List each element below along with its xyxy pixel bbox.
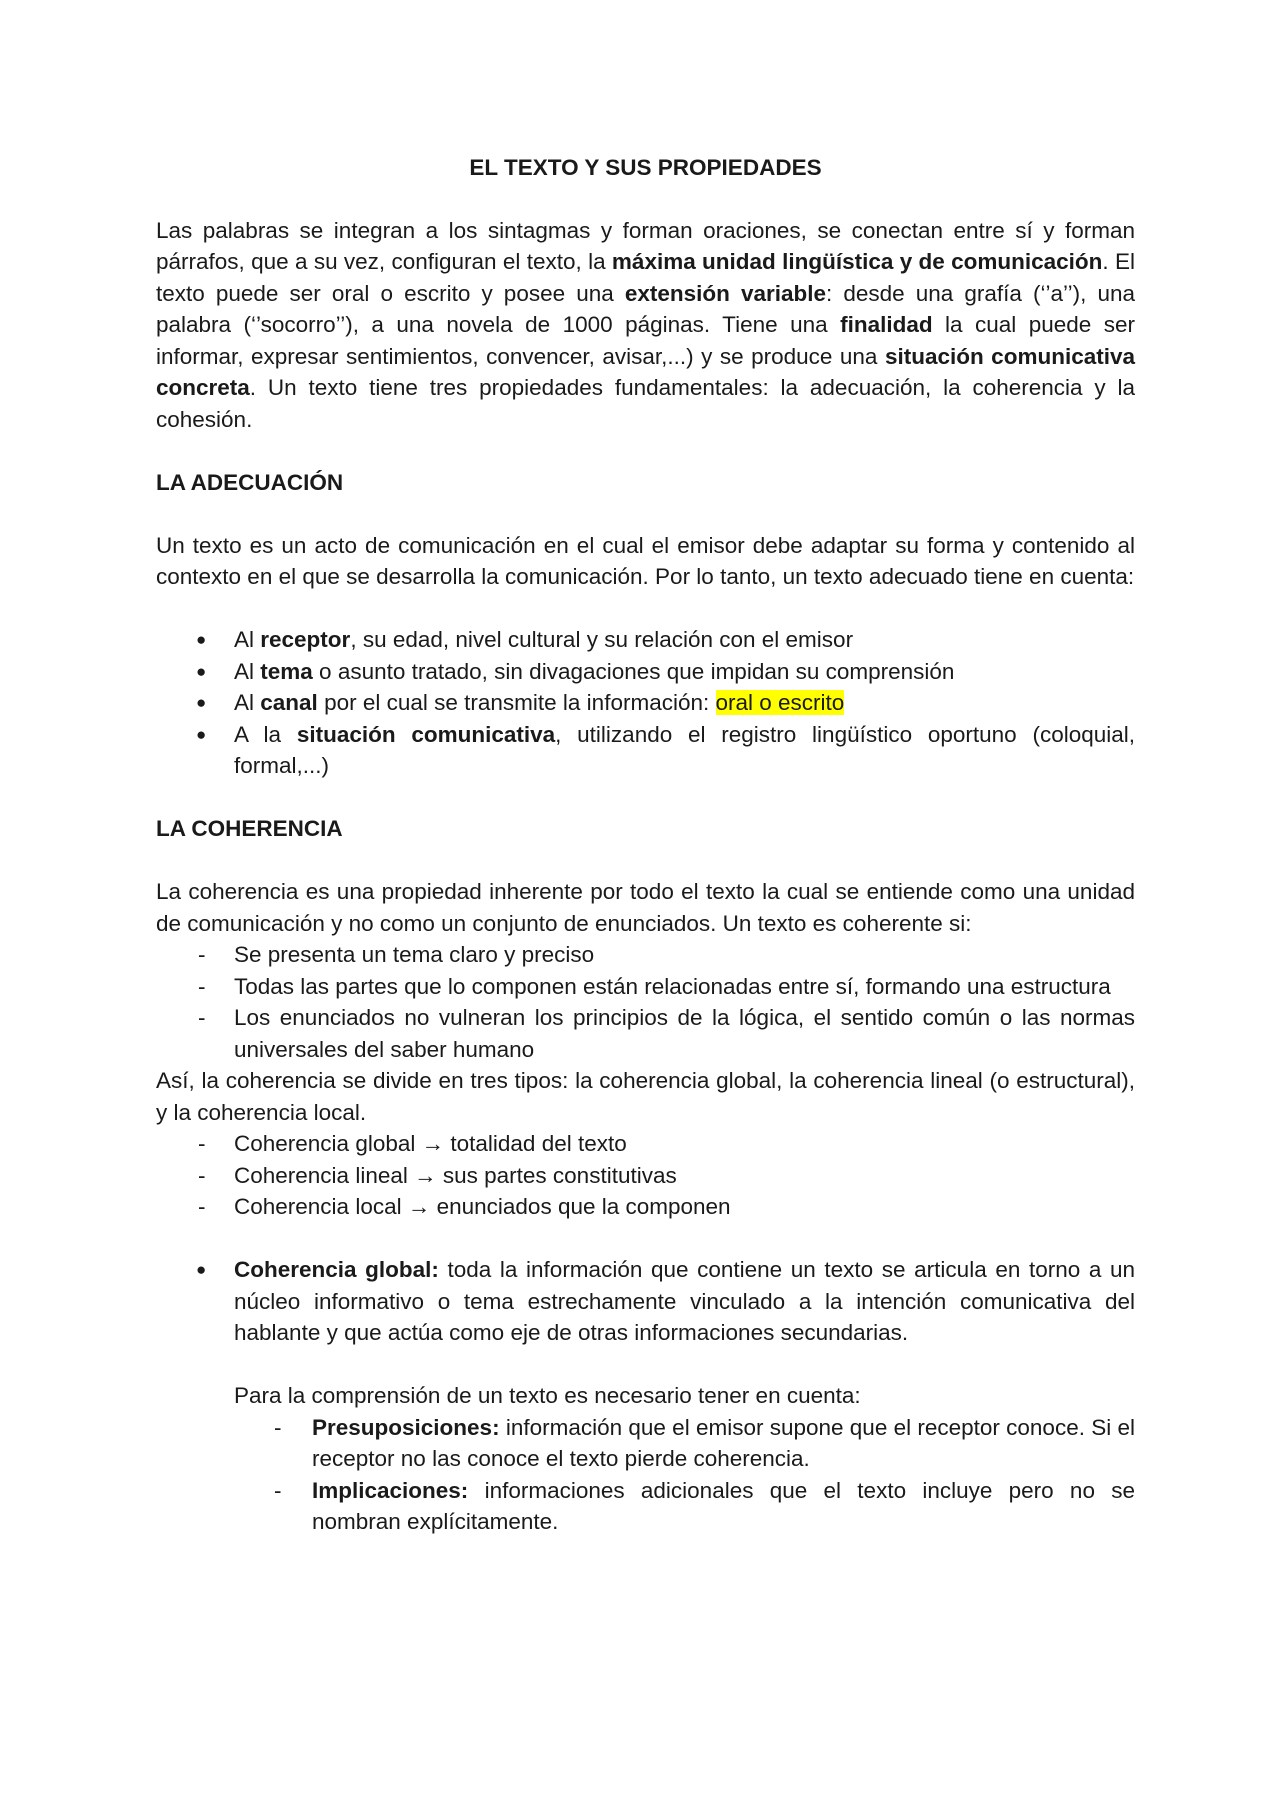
list-item: ● Coherencia global: toda la información que contiene un texto se articula en torno a un núcleo informativo o tema estrechamente vinculado a la intención comunicativa del hablante y que actúa como eje de otras informaciones secundarias.	[156, 1254, 1135, 1349]
coherencia-paragraph-2: Así, la coherencia se divide en tres tipos: la coherencia global, la coherencia lineal (o estructural), y la coherencia local.	[156, 1068, 1135, 1125]
coherencia-conditions-list	[156, 939, 1135, 1065]
intro-bold-4: situación comunicativa concreta	[156, 343, 1135, 400]
intro-text-3: : desde una grafía (‘’a’’), una palabra (‘’socorro’’), a una novela de 1000 páginas. Tiene una	[156, 280, 1136, 337]
list-item: ● A la situación comunicativa, utilizando el registro lingüístico oportuno (coloquial, formal,...)	[156, 719, 1135, 782]
list-item: - Coherencia lineal → sus partes constitutivas	[156, 1160, 1135, 1192]
coherencia-types-list	[156, 1128, 1135, 1223]
document-title: EL TEXTO Y SUS PROPIEDADES	[469, 155, 822, 180]
adecuacion-paragraph: Un texto es un acto de comunicación en el cual el emisor debe adaptar su forma y contenido al contexto en el que se desarrolla la comunicación. Por lo tanto, un texto adecuado tiene en cuenta:	[156, 532, 1135, 589]
list-item: - Coherencia local → enunciados que la componen	[156, 1191, 1135, 1223]
intro-text-4: la cual puede ser informar, expresar sentimientos, convencer, avisar,...) y se produce una	[156, 312, 1135, 369]
highlighted-text: oral o escrito	[715, 690, 845, 715]
list-item: - Presuposiciones: información que el emisor supone que el receptor conoce. Si el receptor no las conoce el texto pierde coherencia.	[156, 1412, 1135, 1475]
section-heading-coherencia: LA COHERENCIA	[156, 816, 343, 841]
intro-paragraph	[156, 215, 1135, 436]
list-item: - Coherencia global → totalidad del texto	[156, 1128, 1135, 1160]
intro-bold-3: finalidad	[840, 312, 933, 337]
list-item: - Todas las partes que lo componen están relacionadas entre sí, formando una estructura	[156, 971, 1135, 1003]
coherencia-paragraph-1: La coherencia es una propiedad inherente por todo el texto la cual se entiende como una unidad de comunicación y no como un conjunto de enunciados. Un texto es coherente si:	[156, 879, 1135, 936]
list-item: - Implicaciones: informaciones adicionales que el texto incluye pero no se nombran explícitamente.	[156, 1475, 1135, 1538]
coherencia-global-sublist	[156, 1412, 1135, 1538]
intro-text-2: . El texto puede ser oral o escrito y posee una	[156, 249, 1136, 306]
list-item: ● Al tema o asunto tratado, sin divagaciones que impidan su comprensión	[156, 656, 1135, 688]
adecuacion-list	[156, 624, 1135, 782]
list-item: - Los enunciados no vulneran los principios de la lógica, el sentido común o las normas universales del saber humano	[156, 1002, 1135, 1065]
document-page	[156, 152, 1135, 1538]
list-item: ● Al receptor, su edad, nivel cultural y su relación con el emisor	[156, 624, 1135, 656]
intro-text-1: Las palabras se integran a los sintagmas y forman oraciones, se conectan entre sí y forman párrafos, que a su vez, configuran el texto, la	[156, 217, 1135, 274]
intro-bold-1: máxima unidad lingüística y de comunicación	[611, 249, 1103, 274]
section-heading-adecuacion: LA ADECUACIÓN	[156, 469, 344, 495]
list-item: ● Al canal por el cual se transmite la información: oral o escrito	[156, 687, 1135, 719]
list-item: - Se presenta un tema claro y preciso	[156, 939, 1135, 971]
coherencia-global-intro: Para la comprensión de un texto es necesario tener en cuenta:	[234, 1383, 861, 1408]
coherencia-global-list	[156, 1254, 1135, 1349]
intro-text-5: . Un texto tiene tres propiedades fundamentales: la adecuación, la coherencia y la cohesión.	[156, 375, 1135, 432]
intro-bold-2: extensión variable	[624, 280, 827, 306]
